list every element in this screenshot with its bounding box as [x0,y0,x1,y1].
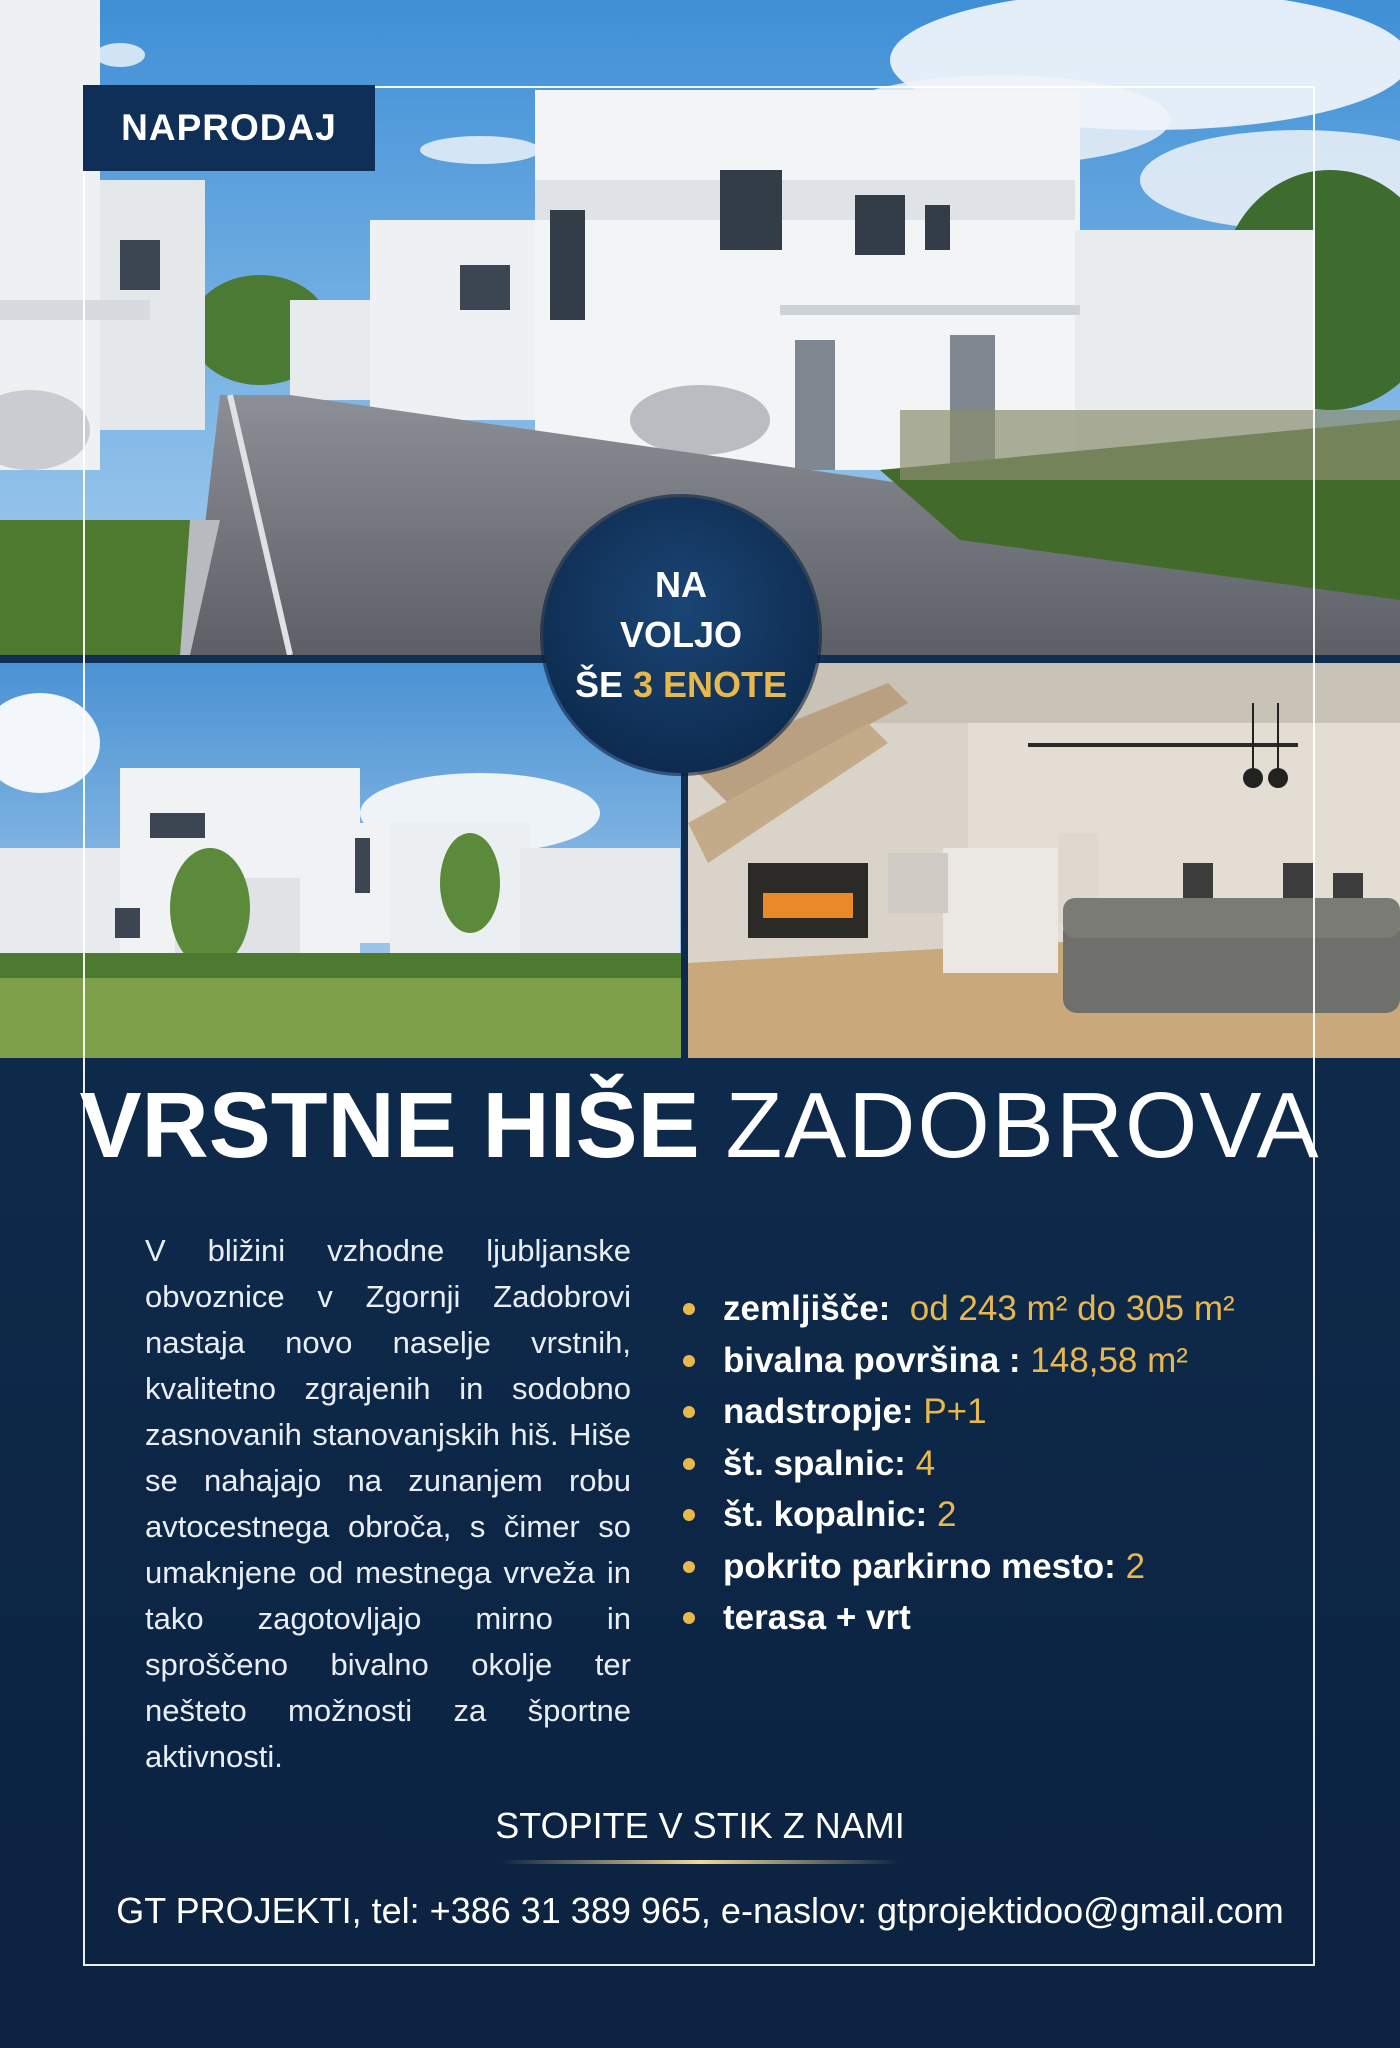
availability-line-2: VOLJO [619,614,743,655]
availability-count: 3 ENOTE [633,664,788,705]
bullet-icon [683,1355,695,1367]
feature-item: št. kopalnic: 2 [683,1489,1235,1541]
sale-badge-label: NAPRODAJ [121,107,337,148]
feature-item: bivalna površina : 148,58 m² [683,1335,1235,1387]
feature-list [683,1283,1235,1644]
bullet-icon [683,1561,695,1573]
bullet-icon [683,1458,695,1470]
feature-item: terasa + vrt [683,1592,1235,1644]
availability-badge [543,497,819,773]
bullet-icon [683,1303,695,1315]
bullet-icon [683,1406,695,1418]
title-light: ZADOBROVA [725,1073,1321,1177]
availability-line-3 [575,660,787,710]
feature-item: zemljišče: od 243 m² do 305 m² [683,1283,1235,1335]
description-text: V bližini vzhodne ljubljanske obvoznice v Zgornji Zadobrovi nastaja novo naselje vrstnih, kvalitetno zgrajenih in sodobno zasnovanih stanovanjskih hiš. Hiše se nahajajo na zunanjem robu avtocestnega obroča, s čimer so umaknjene od mestnega vrveža in tako zagotovljajo mirno in sproščeno bivalno okolje ter nešteto možnosti za športne aktivnosti. [145,1233,631,1774]
bullet-icon [683,1612,695,1624]
page-title [0,1075,1400,1175]
interior-photo [688,663,1400,1058]
availability-prefix: ŠE [574,664,623,705]
feature-item: nadstropje: P+1 [683,1386,1235,1438]
feature-item: pokrito parkirno mesto: 2 [683,1541,1235,1593]
contact-info: GT PROJEKTI, tel: +386 31 389 965, e-naslov: gtprojektidoo@gmail.com [116,1890,1284,1931]
availability-line-1: NA [655,564,707,605]
title-bold: VRSTNE HIŠE [79,1073,700,1177]
contact-heading: STOPITE V STIK Z NAMI [495,1805,905,1846]
feature-item: št. spalnic: 4 [683,1438,1235,1490]
sale-badge [83,85,375,171]
bullet-icon [683,1509,695,1521]
gold-divider [500,1860,900,1864]
